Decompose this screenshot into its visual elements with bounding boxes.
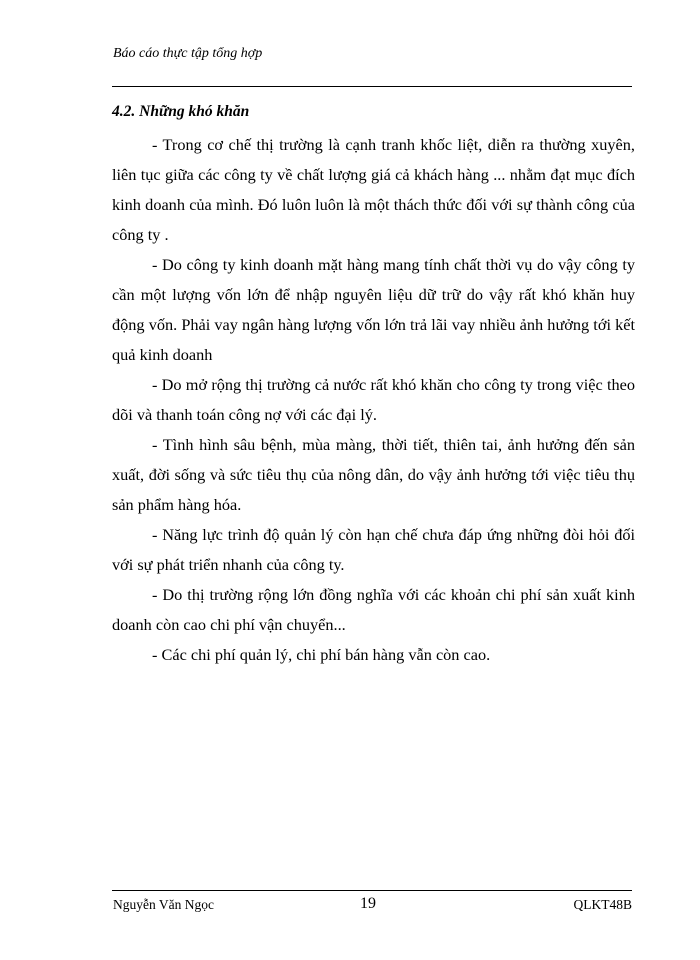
footer-author: Nguyễn Văn Ngọc — [113, 897, 214, 912]
body-paragraph: - Do mở rộng thị trường cả nước rất khó khăn cho công ty trong việc theo dõi và thanh toán công nợ với các đại lý. — [112, 375, 635, 424]
body-paragraph: - Trong cơ chế thị trường là cạnh tranh khốc liệt, diễn ra thường xuyên, liên tục giữa các công ty về chất lượng giá cả khách hàng ... nhằm đạt mục đích kinh doanh của mình. Đó luôn luôn là một thách thức đối với sự thành công của công ty . — [112, 135, 635, 244]
body-paragraph: - Do thị trường rộng lớn đồng nghĩa với các khoản chi phí sản xuất kinh doanh còn cao chi phí vận chuyển... — [112, 585, 635, 634]
page-number: 19 — [360, 895, 376, 912]
body-paragraph: - Tình hình sâu bệnh, mùa màng, thời tiết, thiên tai, ảnh hưởng đến sản xuất, đời sống và sức tiêu thụ của nông dân, do vậy ảnh hưởng tới việc tiêu thụ sản phẩm hàng hóa. — [112, 435, 635, 514]
document-body — [112, 130, 635, 670]
body-paragraph: - Năng lực trình độ quản lý còn hạn chế chưa đáp ứng những đòi hỏi đối với sự phát triển nhanh của công ty. — [112, 525, 635, 574]
body-paragraph: - Do công ty kinh doanh mặt hàng mang tính chất thời vụ do vậy công ty cần một lượng vốn lớn để nhập nguyên liệu dữ trữ do vậy rất khó khăn huy động vốn. Phải vay ngân hàng lượng vốn lớn trả lãi vay nhiều ảnh hưởng tới kết quả kinh doanh — [112, 255, 635, 364]
footer-class-code: QLKT48B — [573, 897, 632, 912]
section-heading: 4.2. Những khó khăn — [112, 103, 250, 120]
body-paragraph: - Các chi phí quản lý, chi phí bán hàng vẫn còn cao. — [152, 645, 491, 664]
document-header-title: Báo cáo thực tập tổng hợp — [113, 46, 263, 61]
header-divider — [112, 86, 632, 87]
footer-divider — [112, 890, 632, 891]
